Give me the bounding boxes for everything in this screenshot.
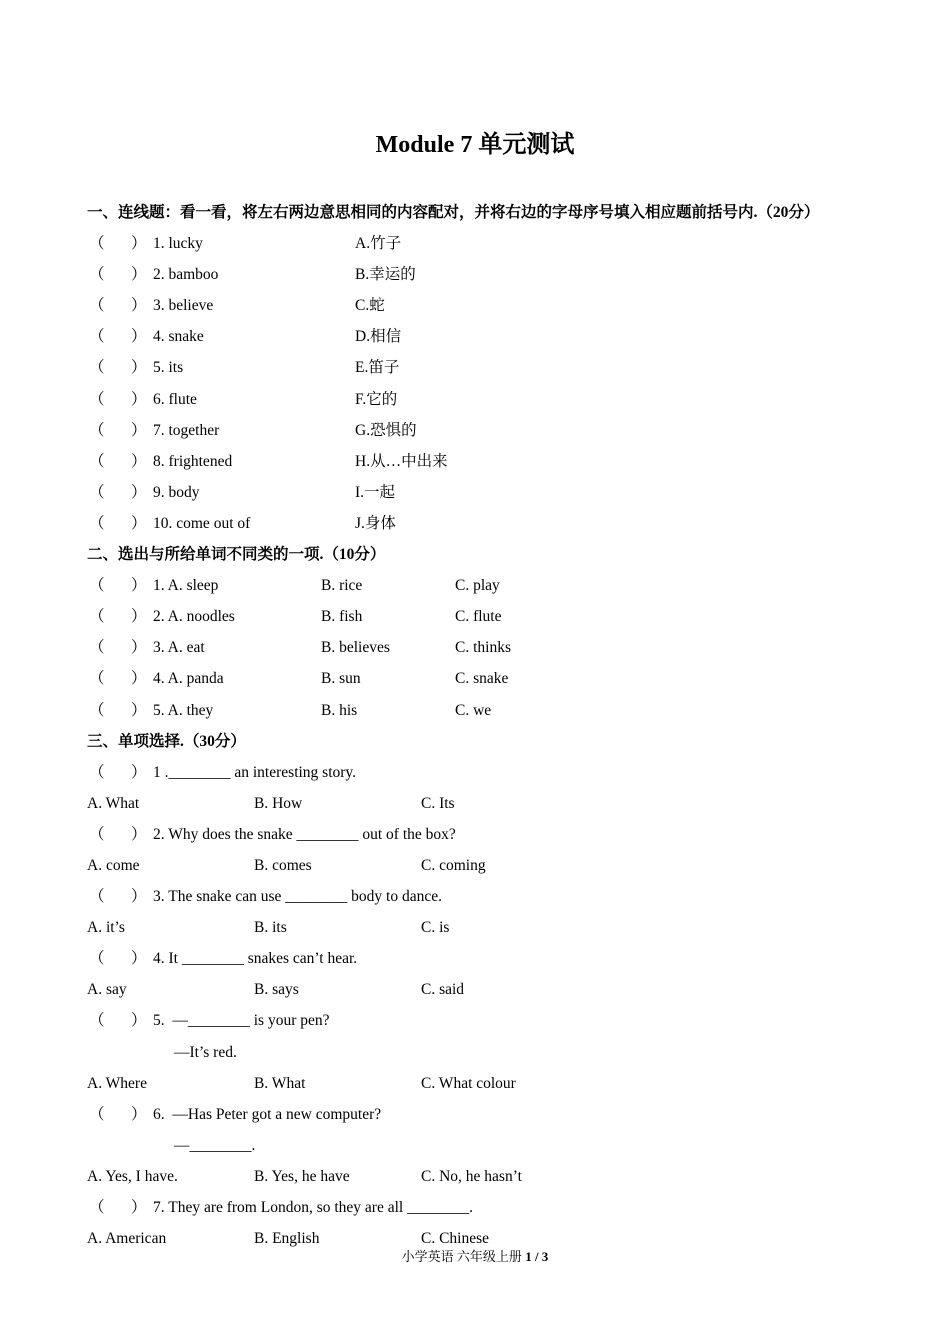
answer-bracket-open: （ xyxy=(89,421,105,439)
answer-bracket-open: （ xyxy=(89,763,105,781)
option-a: 5. A. they xyxy=(153,701,214,719)
question xyxy=(0,1005,950,1036)
option-c: C. snake xyxy=(455,670,509,688)
question-text: 6. —Has Peter got a new computer? xyxy=(153,1105,382,1123)
footer xyxy=(0,1246,950,1265)
matching-item xyxy=(0,446,950,477)
section-heading: 二、选出与所给单词不同类的一项.（10分） xyxy=(87,546,386,564)
chinese-meaning: F.它的 xyxy=(355,390,398,408)
answer-line xyxy=(0,1037,950,1068)
option-a: A. American xyxy=(87,1230,167,1248)
answer-bracket-open: （ xyxy=(89,608,105,626)
answer-bracket-close: ） xyxy=(131,483,147,501)
options-row xyxy=(0,788,950,819)
option-b: B. What xyxy=(254,1074,306,1092)
matching-item xyxy=(0,290,950,321)
english-word: 9. body xyxy=(153,483,200,501)
chinese-meaning: G.恐惧的 xyxy=(355,421,417,439)
option-b: B. his xyxy=(321,701,358,719)
question-text: 4. It ________ snakes can’t hear. xyxy=(153,950,358,968)
question-text: 7. They are from London, so they are all ________. xyxy=(153,1199,473,1216)
english-word: 7. together xyxy=(153,421,220,439)
answer-bracket-close: ） xyxy=(131,266,147,284)
answer-bracket-open: （ xyxy=(89,950,105,968)
option-b: B. sun xyxy=(321,670,361,688)
question-text: 5. —________ is your pen? xyxy=(153,1012,330,1030)
answer-bracket-open: （ xyxy=(89,1012,105,1030)
matching-item xyxy=(0,259,950,290)
english-word: 6. flute xyxy=(153,390,197,408)
option-a: A. it’s xyxy=(87,919,125,937)
option-a: A. Where xyxy=(87,1074,147,1092)
matching-item xyxy=(0,321,950,352)
page-title: Module 7 单元测试 xyxy=(375,132,575,158)
english-word: 3. believe xyxy=(153,297,214,315)
option-c: C. said xyxy=(421,981,465,999)
answer-bracket-close: ） xyxy=(131,670,147,688)
option-b: B. comes xyxy=(254,856,312,874)
question xyxy=(0,943,950,974)
english-word: 10. come out of xyxy=(153,514,251,532)
chinese-meaning: D.相信 xyxy=(355,328,402,346)
matching-item xyxy=(0,352,950,383)
matching-item xyxy=(0,228,950,259)
answer-bracket-open: （ xyxy=(89,359,105,377)
option-a: A. come xyxy=(87,856,140,874)
answer-bracket-open: （ xyxy=(89,514,105,532)
answer-bracket-open: （ xyxy=(89,701,105,719)
question xyxy=(0,757,950,788)
options-row xyxy=(0,1068,950,1099)
option-b: B. believes xyxy=(321,639,390,657)
options-row xyxy=(0,912,950,943)
option-b: B. rice xyxy=(321,577,363,595)
option-c: C. coming xyxy=(421,856,486,874)
answer-bracket-close: ） xyxy=(131,825,147,843)
answer-bracket-open: （ xyxy=(89,1199,105,1216)
answer-bracket-close: ） xyxy=(131,1105,147,1123)
option-b: B. English xyxy=(254,1230,320,1248)
english-word: 8. frightened xyxy=(153,452,233,470)
chinese-meaning: H.从…中出来 xyxy=(355,452,448,470)
answer-bracket-open: （ xyxy=(89,328,105,346)
english-word: 1. lucky xyxy=(153,235,203,253)
option-c: C. is xyxy=(421,919,450,937)
section3-heading xyxy=(0,726,950,757)
matching-item xyxy=(0,508,950,539)
answer-bracket-open: （ xyxy=(89,577,105,595)
answer-bracket-close: ） xyxy=(131,514,147,532)
option-a: 1. A. sleep xyxy=(153,577,219,595)
answer-bracket-close: ） xyxy=(131,888,147,906)
answer-bracket-close: ） xyxy=(131,763,147,781)
option-a: 3. A. eat xyxy=(153,639,205,657)
question-text: 1 .________ an interesting story. xyxy=(153,763,357,781)
english-word: 2. bamboo xyxy=(153,266,219,284)
answer-bracket-close: ） xyxy=(131,390,147,408)
answer-bracket-close: ） xyxy=(131,1012,147,1030)
answer-bracket-open: （ xyxy=(89,888,105,906)
answer-bracket-close: ） xyxy=(131,452,147,470)
option-a: A. say xyxy=(87,981,127,999)
footer-text: 小学英语 六年级上册 xyxy=(401,1249,526,1264)
option-b: B. says xyxy=(254,981,299,999)
answer-bracket-close: ） xyxy=(131,577,147,595)
option-a: A. What xyxy=(87,794,140,812)
answer-bracket-open: （ xyxy=(89,297,105,315)
matching-item xyxy=(0,384,950,415)
answer-bracket-open: （ xyxy=(89,390,105,408)
question-text: 2. Why does the snake ________ out of the box? xyxy=(153,825,456,843)
question xyxy=(0,1192,950,1223)
answer-bracket-close: ） xyxy=(131,639,147,657)
option-c: C. thinks xyxy=(455,639,511,657)
option-c: C. Chinese xyxy=(421,1230,490,1248)
chinese-meaning: E.笛子 xyxy=(355,359,400,377)
answer-bracket-open: （ xyxy=(89,670,105,688)
odd-one-out-item xyxy=(0,570,950,601)
answer-bracket-close: ） xyxy=(131,421,147,439)
section-heading: 一、连线题：看一看，将左右两边意思相同的内容配对，并将右边的字母序号填入相应题前括号内.（20分） xyxy=(87,204,820,221)
option-b: B. Yes, he have xyxy=(254,1167,350,1185)
chinese-meaning: C.蛇 xyxy=(355,297,385,315)
option-b: B. How xyxy=(254,794,303,812)
answer-bracket-open: （ xyxy=(89,483,105,501)
section1-heading xyxy=(0,197,950,228)
answer-bracket-close: ） xyxy=(131,359,147,377)
option-a: 4. A. panda xyxy=(153,670,224,688)
chinese-meaning: A.竹子 xyxy=(355,235,402,253)
question xyxy=(0,819,950,850)
options-row xyxy=(0,1161,950,1192)
option-c: C. Its xyxy=(421,794,455,812)
answer-bracket-close: ） xyxy=(131,1199,147,1216)
option-c: C. we xyxy=(455,701,492,719)
odd-one-out-item xyxy=(0,695,950,726)
english-word: 5. its xyxy=(153,359,184,377)
option-c: C. flute xyxy=(455,608,502,626)
question xyxy=(0,1099,950,1130)
option-c: C. What colour xyxy=(421,1074,516,1092)
dialog-reply: —________. xyxy=(174,1136,256,1154)
english-word: 4. snake xyxy=(153,328,204,346)
option-b: B. its xyxy=(254,919,287,937)
answer-bracket-open: （ xyxy=(89,266,105,284)
answer-bracket-close: ） xyxy=(131,328,147,346)
answer-bracket-close: ） xyxy=(131,701,147,719)
answer-bracket-open: （ xyxy=(89,639,105,657)
question-text: 3. The snake can use ________ body to dance. xyxy=(153,888,442,906)
answer-bracket-close: ） xyxy=(131,297,147,315)
section-heading: 三、单项选择.（30分） xyxy=(87,732,246,750)
answer-bracket-open: （ xyxy=(89,235,105,253)
options-row xyxy=(0,974,950,1005)
dialog-reply: —It’s red. xyxy=(174,1043,237,1061)
answer-bracket-open: （ xyxy=(89,825,105,843)
matching-item xyxy=(0,477,950,508)
answer-bracket-open: （ xyxy=(89,1105,105,1123)
options-row xyxy=(0,850,950,881)
worksheet-content xyxy=(0,197,950,1254)
option-c: C. No, he hasn’t xyxy=(421,1167,522,1185)
option-b: B. fish xyxy=(321,608,363,626)
question xyxy=(0,881,950,912)
page-number: 1 / 3 xyxy=(525,1249,549,1264)
odd-one-out-item xyxy=(0,601,950,632)
chinese-meaning: B.幸运的 xyxy=(355,266,416,284)
option-a: 2. A. noodles xyxy=(153,608,235,626)
section2-heading xyxy=(0,539,950,570)
answer-bracket-open: （ xyxy=(89,452,105,470)
answer-bracket-close: ） xyxy=(131,235,147,253)
answer-bracket-close: ） xyxy=(131,950,147,968)
odd-one-out-item xyxy=(0,663,950,694)
odd-one-out-item xyxy=(0,632,950,663)
chinese-meaning: J.身体 xyxy=(355,514,396,532)
option-c: C. play xyxy=(455,577,500,595)
answer-line xyxy=(0,1130,950,1161)
answer-bracket-close: ） xyxy=(131,608,147,626)
option-a: A. Yes, I have. xyxy=(87,1167,178,1185)
chinese-meaning: I.一起 xyxy=(355,483,396,501)
matching-item xyxy=(0,415,950,446)
